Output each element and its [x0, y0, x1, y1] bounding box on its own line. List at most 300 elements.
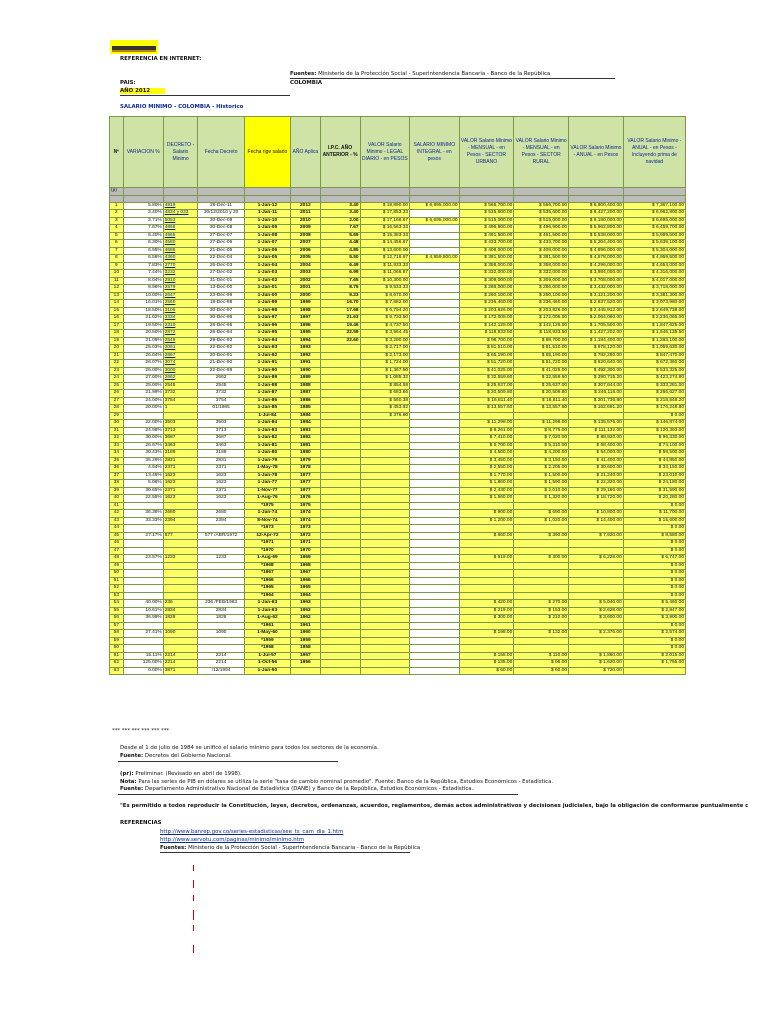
cell-ipc [320, 607, 360, 615]
cell-fecha-decreto: 3687 [198, 435, 244, 443]
cell-num: 4 [110, 225, 124, 233]
cell-urbano [459, 577, 514, 585]
cell-rural: $ 1,500.00 [514, 472, 569, 480]
cell-fecha-rige: *1965 [244, 585, 290, 593]
cell-decreto[interactable]: 3106 [163, 307, 198, 315]
cell-decreto [163, 412, 198, 420]
cell-fecha-decreto [198, 540, 244, 548]
cell-integral [410, 652, 459, 660]
cell-num: 29 [110, 412, 124, 420]
cell-fecha-rige: 1-Jan-83 [244, 427, 290, 435]
cell-variacion: 30.65% [123, 487, 163, 495]
cell-rural [514, 562, 569, 570]
cell-anual: $ 2,064,060.00 [569, 315, 624, 323]
cell-decreto[interactable]: 2834 [163, 607, 198, 615]
cell-ipc [320, 510, 360, 518]
cell-ipc: 6.49 [320, 262, 360, 270]
cell-rural: $ 132.00 [514, 630, 569, 638]
cell-anio: 1971 [291, 540, 320, 548]
ref-fuentes-label: Fuentes: [160, 845, 187, 851]
cell-anual-prima: $ 6,459,700.00 [623, 225, 685, 233]
cell-fecha-rige: 1-Jan-03 [244, 270, 290, 278]
cell-fecha-rige: 1-Jul-57 [244, 652, 290, 660]
cell-decreto[interactable]: 1623 [163, 472, 198, 480]
cell-anual-prima: $ 120,393.00 [623, 427, 685, 435]
cell-ipc [320, 667, 360, 675]
cell-decreto[interactable]: 2680 [163, 510, 198, 518]
cell-num: 55 [110, 607, 124, 615]
cell-num: 2 [110, 210, 124, 218]
cell-rural: $ 496,900.00 [514, 225, 569, 233]
cell-decreto[interactable]: 1623 [163, 480, 198, 488]
cell-diario [360, 420, 409, 428]
cell-anual-prima: $ 6,962,800.00 [623, 210, 685, 218]
cell-integral: $ 4,959,500.00 [410, 255, 459, 263]
cell-fecha-rige: 1-Aug-62 [244, 615, 290, 623]
cell-fecha-rige: 1-Jan-93 [244, 345, 290, 353]
cell-decreto[interactable]: 5053 [163, 217, 198, 225]
cell-num: 45 [110, 532, 124, 540]
pais-value: COLOMBIA [290, 80, 323, 86]
cell-anio: 1986 [291, 397, 320, 405]
table-row [110, 247, 686, 255]
cell-variacion [123, 637, 163, 645]
cell-fecha-decreto: 27-Dec-06 [198, 240, 244, 248]
cell-decreto[interactable]: 1 [163, 405, 198, 413]
cell-decreto[interactable]: 3232 [163, 270, 198, 278]
cell-rural: $ 1,020.00 [514, 517, 569, 525]
cell-variacion [123, 547, 163, 555]
cell-anual [569, 645, 624, 653]
cell-diario [360, 427, 409, 435]
cell-integral [410, 495, 459, 503]
cell-anio: 2010 [291, 217, 320, 225]
cell-decreto[interactable]: 4360 [163, 255, 198, 263]
cell-rural [514, 585, 569, 593]
cell-urbano [459, 502, 514, 510]
cell-integral [410, 352, 459, 360]
cell-integral [410, 637, 459, 645]
cell-urbano [459, 592, 514, 600]
link-servotu[interactable]: http://www.servotu.com/paginas/minimo/minimo.htm [160, 837, 304, 843]
cell-num: 51 [110, 577, 124, 585]
cell-anio: 1984 [291, 412, 320, 420]
cell-decreto[interactable]: 3732 [163, 390, 198, 398]
cell-fecha-decreto: 1623 [198, 495, 244, 503]
cell-anio: 1985 [291, 405, 320, 413]
table-row [110, 592, 686, 600]
cell-anual-prima: $ 0.00 [623, 585, 685, 593]
table-row [110, 352, 686, 360]
cell-integral [410, 607, 459, 615]
cell-rural: $ 4,200.00 [514, 450, 569, 458]
cell-anual-prima: $ 0.00 [623, 577, 685, 585]
cell-variacion: 5.80% [123, 202, 163, 210]
cell-decreto[interactable]: 3074 [163, 360, 198, 368]
table-row [110, 652, 686, 660]
cell-rural: $ 236,460.00 [514, 300, 569, 308]
cell-fecha-rige: 1-Jan-12 [244, 202, 290, 210]
cell-anio: 1961 [291, 622, 320, 630]
cell-decreto [163, 585, 198, 593]
link-banrep[interactable]: http://www.banrep.gov.co/series-estadisticas/see_ts_cam_dia_1.htm [160, 829, 344, 835]
cell-rural [514, 577, 569, 585]
cell-fecha-rige: *1959 [244, 637, 290, 645]
cell-decreto[interactable]: 4919 [163, 202, 198, 210]
cell-anual [569, 562, 624, 570]
cell-decreto[interactable]: 1233 [163, 555, 198, 563]
table-row [110, 337, 686, 345]
cell-ipc: 19.46 [320, 322, 360, 330]
cell-anual-prima: $ 3,900.00 [623, 615, 685, 623]
cell-rural: $ 98,700.00 [514, 337, 569, 345]
cell-decreto[interactable]: 2545 [163, 382, 198, 390]
cell-decreto[interactable]: 4834 y 033 [163, 210, 198, 218]
cell-anual: $ 246,118.00 [569, 390, 624, 398]
cell-fecha-rige: 1-Jan-04 [244, 262, 290, 270]
cell-urbano: $ 4,500.00 [459, 450, 514, 458]
cell-fecha-decreto: 2680 [198, 510, 244, 518]
note-divider-2 [118, 794, 518, 795]
note-pib [120, 779, 553, 785]
cell-ipc [320, 390, 360, 398]
cell-variacion: 3.71% [123, 217, 163, 225]
cell-decreto[interactable]: 2647 [163, 292, 198, 300]
cell-decreto[interactable]: 236 [163, 600, 198, 608]
cell-variacion: 20.00% [123, 405, 163, 413]
cell-diario [360, 667, 409, 675]
cell-integral [410, 270, 459, 278]
cell-anual-prima: $ 0.00 [623, 525, 685, 533]
cell-anual-prima: $ 6,695,000.00 [623, 217, 685, 225]
cell-decreto[interactable]: 3463 [163, 442, 198, 450]
cell-decreto[interactable]: 1623 [163, 495, 198, 503]
cell-integral [410, 630, 459, 638]
table-row [110, 397, 686, 405]
cell-variacion: 35.29% [123, 457, 163, 465]
cell-ipc: 21.63 [320, 315, 360, 323]
table-row [110, 480, 686, 488]
cell-anual-prima: $ 5,460.00 [623, 600, 685, 608]
cell-fecha-decreto: 22-Dec-04 [198, 255, 244, 263]
cell-decreto[interactable]: 1090 [163, 630, 198, 638]
cell-anual-prima: $ 2,236,065.00 [623, 315, 685, 323]
table-row [110, 660, 686, 668]
cell-num: 26 [110, 390, 124, 398]
cell-ipc [320, 352, 360, 360]
cell-anio: 1980 [291, 450, 320, 458]
cell-variacion: 26.00% [123, 367, 163, 375]
cell-anual [569, 502, 624, 510]
cell-rural [514, 502, 569, 510]
cell-anual-prima: $ 4,316,000.00 [623, 270, 685, 278]
cell-num: 49 [110, 562, 124, 570]
cell-decreto[interactable]: 577 [163, 532, 198, 540]
table-row [110, 555, 686, 563]
cell-urbano: $ 7,410.00 [459, 435, 514, 443]
cell-anual: $ 6,427,200.00 [569, 210, 624, 218]
table-row [110, 442, 686, 450]
prelim-text: Preliminar. (Revisado en abril de 1998). [135, 771, 242, 777]
cell-decreto[interactable]: 4965 [163, 232, 198, 240]
cell-anio: 2012 [291, 202, 320, 210]
cell-num: 1 [110, 202, 124, 210]
cell-fecha-rige: *1961 [244, 622, 290, 630]
cell-variacion: 9.96% [123, 285, 163, 293]
cell-num: 24 [110, 375, 124, 383]
cell-rural: $ 32,559.60 [514, 375, 569, 383]
cell-decreto [163, 562, 198, 570]
cell-num: 37 [110, 472, 124, 480]
cell-decreto[interactable]: 3189 [163, 450, 198, 458]
logo-accent [112, 50, 156, 52]
cell-variacion: 24.00% [123, 397, 163, 405]
cell-anio: 2004 [291, 262, 320, 270]
cell-variacion: 23.57% [123, 555, 163, 563]
cell-anio: 1962 [291, 615, 320, 623]
cell-variacion: 25.00% [123, 382, 163, 390]
cell-decreto[interactable]: 2910 [163, 277, 198, 285]
cell-fecha-decreto: 30/12/2010 y 20 [198, 210, 244, 218]
cell-urbano: $ 496,900.00 [459, 225, 514, 233]
cell-ipc [320, 660, 360, 668]
cell-decreto[interactable]: 3770 [163, 262, 198, 270]
cell-variacion: 21.02% [123, 315, 163, 323]
cell-rural: $ 566,700.00 [514, 202, 569, 210]
cell-integral [410, 367, 459, 375]
cell-anual: $ 1,620.00 [569, 660, 624, 668]
cell-anual: $ 390,715.20 [569, 375, 624, 383]
cell-ipc [320, 502, 360, 510]
cell-rural: $ 172,005.00 [514, 315, 569, 323]
cell-ipc [320, 652, 360, 660]
cell-fecha-rige: 1-Jan-94 [244, 337, 290, 345]
cell-decreto[interactable]: 2867 [163, 352, 198, 360]
table-row [110, 240, 686, 248]
cell-decreto[interactable]: 2371 [163, 465, 198, 473]
cell-decreto[interactable]: 2560 [163, 300, 198, 308]
cell-decreto[interactable]: 2872 [163, 330, 198, 338]
cell-fecha-decreto: 1090 [198, 630, 244, 638]
cell-anio: 2009 [291, 225, 320, 233]
cell-fecha-rige: 1-Jan-97 [244, 315, 290, 323]
cell-integral [410, 420, 459, 428]
cell-decreto [163, 502, 198, 510]
cell-fecha-rige: 1-Jan-88 [244, 382, 290, 390]
cell-anual: $ 2,376.00 [569, 630, 624, 638]
table-row [110, 360, 686, 368]
cell-ipc [320, 435, 360, 443]
cell-decreto[interactable]: 3687 [163, 435, 198, 443]
table-row [110, 315, 686, 323]
cell-anual-prima: $ 33,150.00 [623, 465, 685, 473]
cell-num: 61 [110, 652, 124, 660]
cell-integral [410, 547, 459, 555]
cell-urbano: $ 142,125.00 [459, 322, 514, 330]
cell-rural [514, 645, 569, 653]
cell-rural: $ 300.00 [514, 555, 569, 563]
cell-urbano: $ 65,190.00 [459, 352, 514, 360]
cell-integral [410, 330, 459, 338]
cell-decreto[interactable]: 2334 [163, 315, 198, 323]
cell-num: 25 [110, 382, 124, 390]
cell-anual: $ 6,180,000.00 [569, 217, 624, 225]
cell-fecha-decreto [198, 622, 244, 630]
cell-urbano: $ 172,005.00 [459, 315, 514, 323]
cell-variacion [123, 577, 163, 585]
cell-fecha-decreto: 21-Dec-90 [198, 360, 244, 368]
cell-variacion: 24.98% [123, 427, 163, 435]
cell-fecha-rige: 1-Nov-77 [244, 487, 290, 495]
cell-diario: $ 560.38 [360, 397, 409, 405]
cell-diario [360, 525, 409, 533]
table-row [110, 517, 686, 525]
cell-fecha-rige: 1-Jan-06 [244, 247, 290, 255]
cell-anio: 1976 [291, 495, 320, 503]
cell-anual: $ 5,962,800.00 [569, 225, 624, 233]
cell-decreto[interactable]: 2214 [163, 660, 198, 668]
cell-variacion: 27.17% [123, 532, 163, 540]
cell-rural: $ 5,310.00 [514, 442, 569, 450]
cell-fecha-rige: 1-Jan-63 [244, 600, 290, 608]
cell-num: 35 [110, 457, 124, 465]
cell-ipc: 2.00 [320, 217, 360, 225]
cell-decreto[interactable]: 3000 [163, 367, 198, 375]
cell-anual: $ 2,445,912.00 [569, 307, 624, 315]
cell-ipc [320, 360, 360, 368]
cell-fecha-decreto: 26-Dec-11 [198, 202, 244, 210]
cell-urbano: $ 300.00 [459, 615, 514, 623]
cell-decreto[interactable]: 2371 [163, 487, 198, 495]
cell-anual-prima: $ 23,010.00 [623, 472, 685, 480]
table-row [110, 232, 686, 240]
cell-variacion [123, 540, 163, 548]
cell-diario: $ 2,717.00 [360, 345, 409, 353]
table-row [110, 547, 686, 555]
cell-ipc [320, 615, 360, 623]
cell-anio: 2001 [291, 285, 320, 293]
cell-anual: $ 22,320.00 [569, 480, 624, 488]
cell-anual: $ 3,121,200.00 [569, 292, 624, 300]
cell-decreto[interactable]: 4580 [163, 240, 198, 248]
cell-anio: 1987 [291, 390, 320, 398]
cell-urbano: $ 660.00 [459, 532, 514, 540]
cell-rural: $ 1,320.00 [514, 495, 569, 503]
cell-num: 63 [110, 667, 124, 675]
cell-decreto[interactable]: 4686 [163, 247, 198, 255]
cell-decreto[interactable]: 2214 [163, 652, 198, 660]
cell-variacion: 13.46% [123, 472, 163, 480]
cell-anio: 1995 [291, 330, 320, 338]
cell-ipc [320, 570, 360, 578]
cell-integral [410, 480, 459, 488]
nota-text: Para las series de PIB en dólares se utiliza la serie "tasa de cambio nominal promedio". Fuente: Banco de la República, Estudios Económicos - Estadística. [138, 779, 554, 785]
cell-num: 54 [110, 600, 124, 608]
table-row [110, 472, 686, 480]
cell-integral [410, 337, 459, 345]
table-row [110, 427, 686, 435]
table-row [110, 667, 686, 675]
cell-num: 56 [110, 615, 124, 623]
cell-diario [360, 487, 409, 495]
cell-decreto[interactable]: 2662 [163, 375, 198, 383]
cell-fecha-rige: 1-Jan-84 [244, 420, 290, 428]
cell-diario [360, 592, 409, 600]
cell-anual: $ 29,160.00 [569, 487, 624, 495]
cell-decreto[interactable]: 1828 [163, 615, 198, 623]
cell-ipc: 7.67 [320, 225, 360, 233]
cell-urbano [459, 645, 514, 653]
cell-integral [410, 562, 459, 570]
cell-integral [410, 390, 459, 398]
cell-decreto[interactable]: 2394 [163, 517, 198, 525]
cell-decreto[interactable]: 3713 [163, 427, 198, 435]
cell-anio: 1966 [291, 577, 320, 585]
cell-num: 16 [110, 315, 124, 323]
cell-decreto[interactable]: 2579 [163, 285, 198, 293]
cell-variacion: 3.40% [123, 210, 163, 218]
cell-fecha-rige: 1-Jan-80 [244, 450, 290, 458]
cell-decreto[interactable]: 3503 [163, 420, 198, 428]
cell-decreto[interactable]: 3871 [163, 667, 198, 675]
cell-variacion: 21.99% [123, 390, 163, 398]
cell-num: 48 [110, 555, 124, 563]
cell-variacion [123, 562, 163, 570]
cell-variacion: 125.00% [123, 660, 163, 668]
table-spacer-row [110, 188, 686, 196]
cell-decreto[interactable]: 2831 [163, 457, 198, 465]
cell-diario [360, 607, 409, 615]
cell-decreto[interactable]: 4868 [163, 225, 198, 233]
cell-anual-prima: $ 5,638,100.00 [623, 240, 685, 248]
cell-fecha-rige: 1-Jan-63 [244, 607, 290, 615]
cell-ipc: 5.50 [320, 255, 360, 263]
cell-decreto[interactable]: 2310 [163, 322, 198, 330]
cell-anual [569, 637, 624, 645]
cell-diario: $ 6,794.20 [360, 307, 409, 315]
cell-num: 21 [110, 352, 124, 360]
cell-num: 15 [110, 307, 124, 315]
cell-integral [410, 300, 459, 308]
cell-anual-prima: $ 96,330.00 [623, 435, 685, 443]
cell-anual-prima: $ 333,281.00 [623, 382, 685, 390]
cell-anio: 1973 [291, 525, 320, 533]
cell-decreto[interactable]: 2548 [163, 337, 198, 345]
table-row [110, 487, 686, 495]
cell-variacion: 26.67% [123, 442, 163, 450]
cell-fecha-decreto: 01/1985 [198, 405, 244, 413]
cell-variacion [123, 502, 163, 510]
cell-anual-prima: $ 0.00 [623, 637, 685, 645]
cell-decreto [163, 525, 198, 533]
table-row [110, 390, 686, 398]
cell-anual-prima: $ 1,283,100.00 [623, 337, 685, 345]
cell-anio: 1996 [291, 322, 320, 330]
cell-fecha-rige: 1-Jan-81 [244, 442, 290, 450]
table-header-row [110, 117, 686, 188]
cell-decreto[interactable]: 3754 [163, 397, 198, 405]
cell-num: 58 [110, 630, 124, 638]
cell-fecha-rige: 1-Jan-79 [244, 457, 290, 465]
cell-rural [514, 570, 569, 578]
cell-fecha-decreto: 30-Dec-96 [198, 315, 244, 323]
cell-anual-prima: $ 8,580.00 [623, 532, 685, 540]
red-mark [193, 895, 194, 901]
cell-variacion: 19.50% [123, 322, 163, 330]
cell-decreto[interactable]: 2061 [163, 345, 198, 353]
cell-integral [410, 615, 459, 623]
cell-anio: 1991 [291, 360, 320, 368]
